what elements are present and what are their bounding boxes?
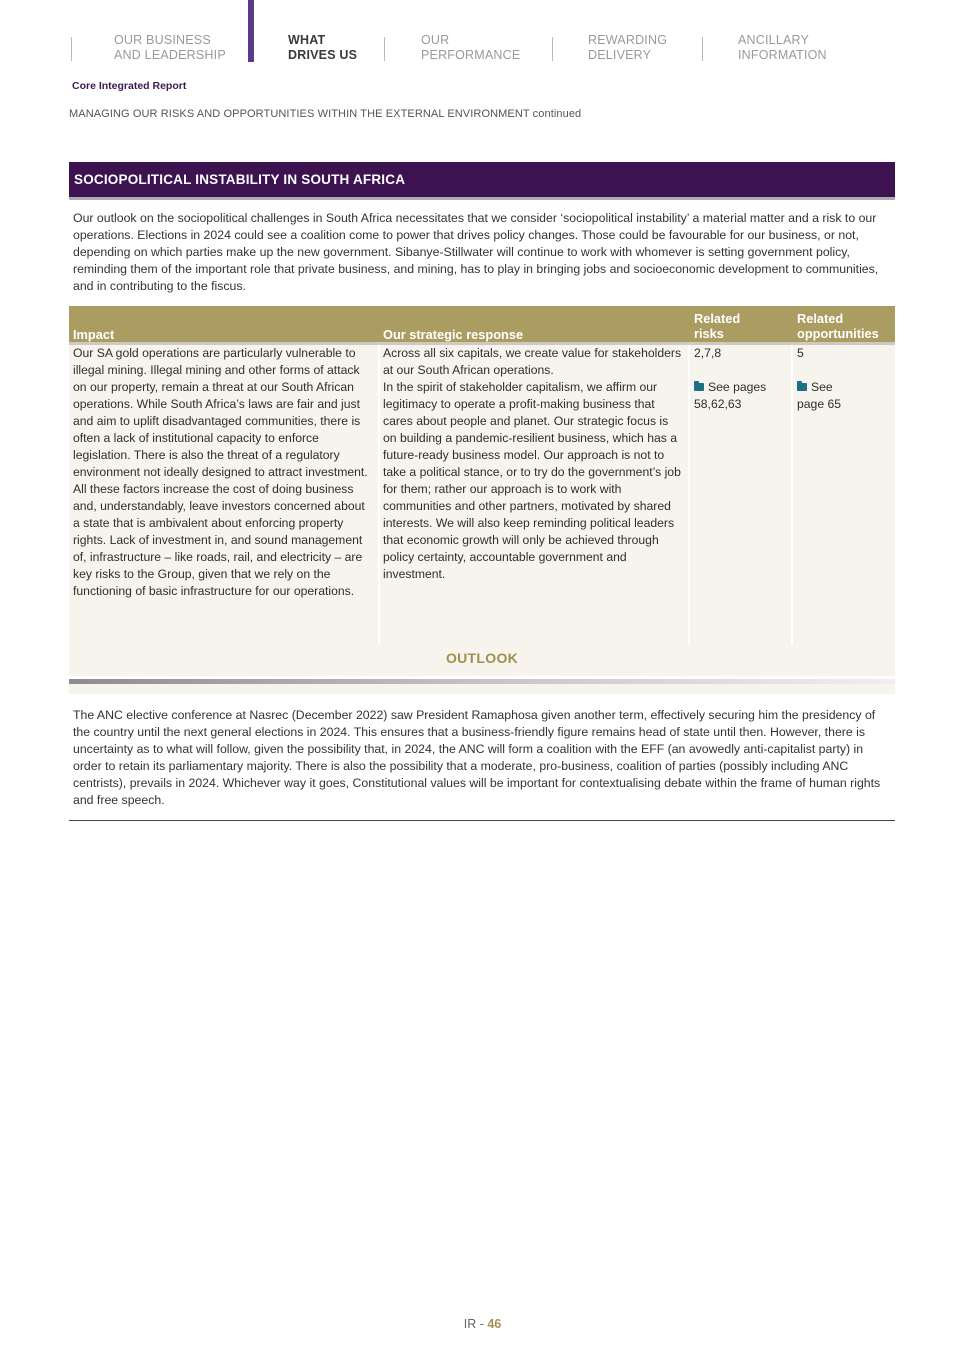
nav-divider (384, 37, 385, 61)
risk-table (69, 306, 895, 676)
nav-item-label-line2: INFORMATION (738, 48, 827, 62)
column-separator (688, 345, 690, 645)
related-risks-values: 2,7,8 (694, 346, 722, 360)
related-opportunities-link[interactable] (797, 379, 892, 413)
nav-item-our-business[interactable] (114, 33, 226, 63)
nav-divider (71, 37, 72, 61)
nav-item-rewarding-delivery[interactable] (588, 33, 667, 63)
related-risks-cell (694, 345, 789, 413)
nav-item-label-line2: DRIVES US (288, 48, 358, 62)
banner-divider (69, 197, 895, 200)
section-subtitle: MANAGING OUR RISKS AND OPPORTUNITIES WITHIN THE EXTERNAL ENVIRONMENT continued (69, 108, 582, 120)
top-navigation (0, 0, 965, 70)
nav-item-label-line1: WHAT (288, 33, 326, 47)
nav-divider (552, 37, 553, 61)
related-opportunities-values: 5 (797, 346, 804, 360)
nav-item-label-line1: REWARDING (588, 33, 668, 47)
nav-item-label-line1: OUR (421, 33, 450, 47)
nav-item-label-line2: DELIVERY (588, 48, 652, 62)
strategic-response-cell (383, 345, 685, 583)
nav-item-label-line2: PERFORMANCE (421, 48, 521, 62)
header-impact: Impact (73, 327, 115, 342)
header-related-opps-line1: Related (797, 311, 844, 326)
related-risks-ref-line2: 58,62,63 (694, 397, 742, 411)
page-footer (0, 1317, 965, 1331)
column-separator (791, 345, 793, 645)
nav-divider (702, 37, 703, 61)
column-separator (378, 345, 380, 645)
section-title: SOCIOPOLITICAL INSTABILITY IN SOUTH AFRICA (74, 172, 406, 187)
header-related-risks (694, 311, 740, 341)
related-opportunities-cell (797, 345, 892, 413)
related-opps-ref-line1: See (811, 380, 833, 394)
report-label: Core Integrated Report (72, 80, 187, 92)
impact-cell: Our SA gold operations are particularly vulnerable to illegal mining. Illegal mining and other forms of attack on our property, remain a threat at our South African operations. While South Africa’s laws are fair and just and aim to uplift disadvantaged communities, there is often a lack of institutional capacity to enforce legislation. There is also the threat of a regulatory environment not ideally designed to attract investment. All these factors increase the cost of doing business and, understandably, leave investors concerned about a state that is ambivalent about enforcing property rights. Lack of investment in, and sound management of, infrastructure – like roads, rail, and electricity – are key risks to the Group, given that we rely on the functioning of basic infrastructure for our operations. (73, 346, 368, 598)
header-related-risks-line1: Related (694, 311, 741, 326)
header-strategic-response: Our strategic response (383, 327, 524, 342)
response-paragraph-1: Across all six capitals, we create value for stakeholders at our South African operations. (383, 346, 682, 377)
header-related-risks-line2: risks (694, 326, 724, 341)
intro-paragraph: Our outlook on the sociopolitical challenges in South Africa necessitates that we consider ‘sociopolitical instability’ a material matter and a risk to our operations. Elections in 2024 could see a coalition come to power that drives policy changes. Those could be favourable for our business, or not, depending on which parties make up the new government. Sibanye-Stillwater will continue to work with whomever is setting government policy, reminding them of the important role that private business, and mining, has to play in bringing jobs and socioeconomic development to communities, and in contributing to the fiscus. (73, 211, 879, 293)
nav-item-label-line1: OUR BUSINESS (114, 33, 211, 47)
outlook-divider-band (69, 684, 895, 694)
outlook-heading: OUTLOOK (445, 650, 519, 666)
nav-item-label-line2: AND LEADERSHIP (114, 48, 226, 62)
nav-item-our-performance[interactable] (421, 33, 520, 63)
header-related-opps-line2: opportunities (797, 326, 879, 341)
nav-item-what-drives-us[interactable] (288, 33, 357, 63)
folder-icon (797, 383, 807, 391)
nav-item-label-line1: ANCILLARY (738, 33, 810, 47)
nav-active-indicator (248, 0, 254, 62)
folder-icon (694, 383, 704, 391)
section-end-rule (69, 820, 895, 821)
related-opps-ref-line2: page 65 (797, 397, 842, 411)
related-risks-link[interactable] (694, 379, 789, 413)
page-number: 46 (487, 1317, 502, 1331)
outlook-paragraph: The ANC elective conference at Nasrec (December 2022) saw President Ramaphosa given another term, effectively securing him the presidency of the country until the next general elections in 2024. This ensures that a business-friendly figure remains head of state until then. However, there is uncertainty as to what will follow, given the possibility that, in 2024, the ANC will form a coalition with the EFF (an avowedly anti-capitalist party) in order to retain its parliamentary majority. There is also the possibility that a moderate, pro-business, coalition of parties (possibly including ANC centrists), prevails in 2024. Whichever way it goes, Constitutional values will be important for contextualising debate within the frame of human rights and free speech. (73, 708, 881, 807)
nav-item-ancillary-information[interactable] (738, 33, 827, 63)
response-paragraph-2: In the spirit of stakeholder capitalism, we affirm our legitimacy to operate a profit-making business that cares about people and planet. Our strategic focus is on building a pandemic-resilient business, which has a future-ready business model. Our approach is not to take a political stance, or to try do the government’s job for them; rather our approach is to work with communities and other partners, motivated by shared interests. We will also keep reminding political leaders that economic growth will only be achieved through policy certainty, accountable government and investment. (383, 380, 681, 581)
table-header-row (69, 306, 895, 342)
footer-prefix: IR - (463, 1317, 484, 1331)
related-risks-ref-line1: See pages (708, 380, 767, 394)
section-banner (69, 162, 895, 197)
header-related-opportunities (797, 311, 879, 341)
